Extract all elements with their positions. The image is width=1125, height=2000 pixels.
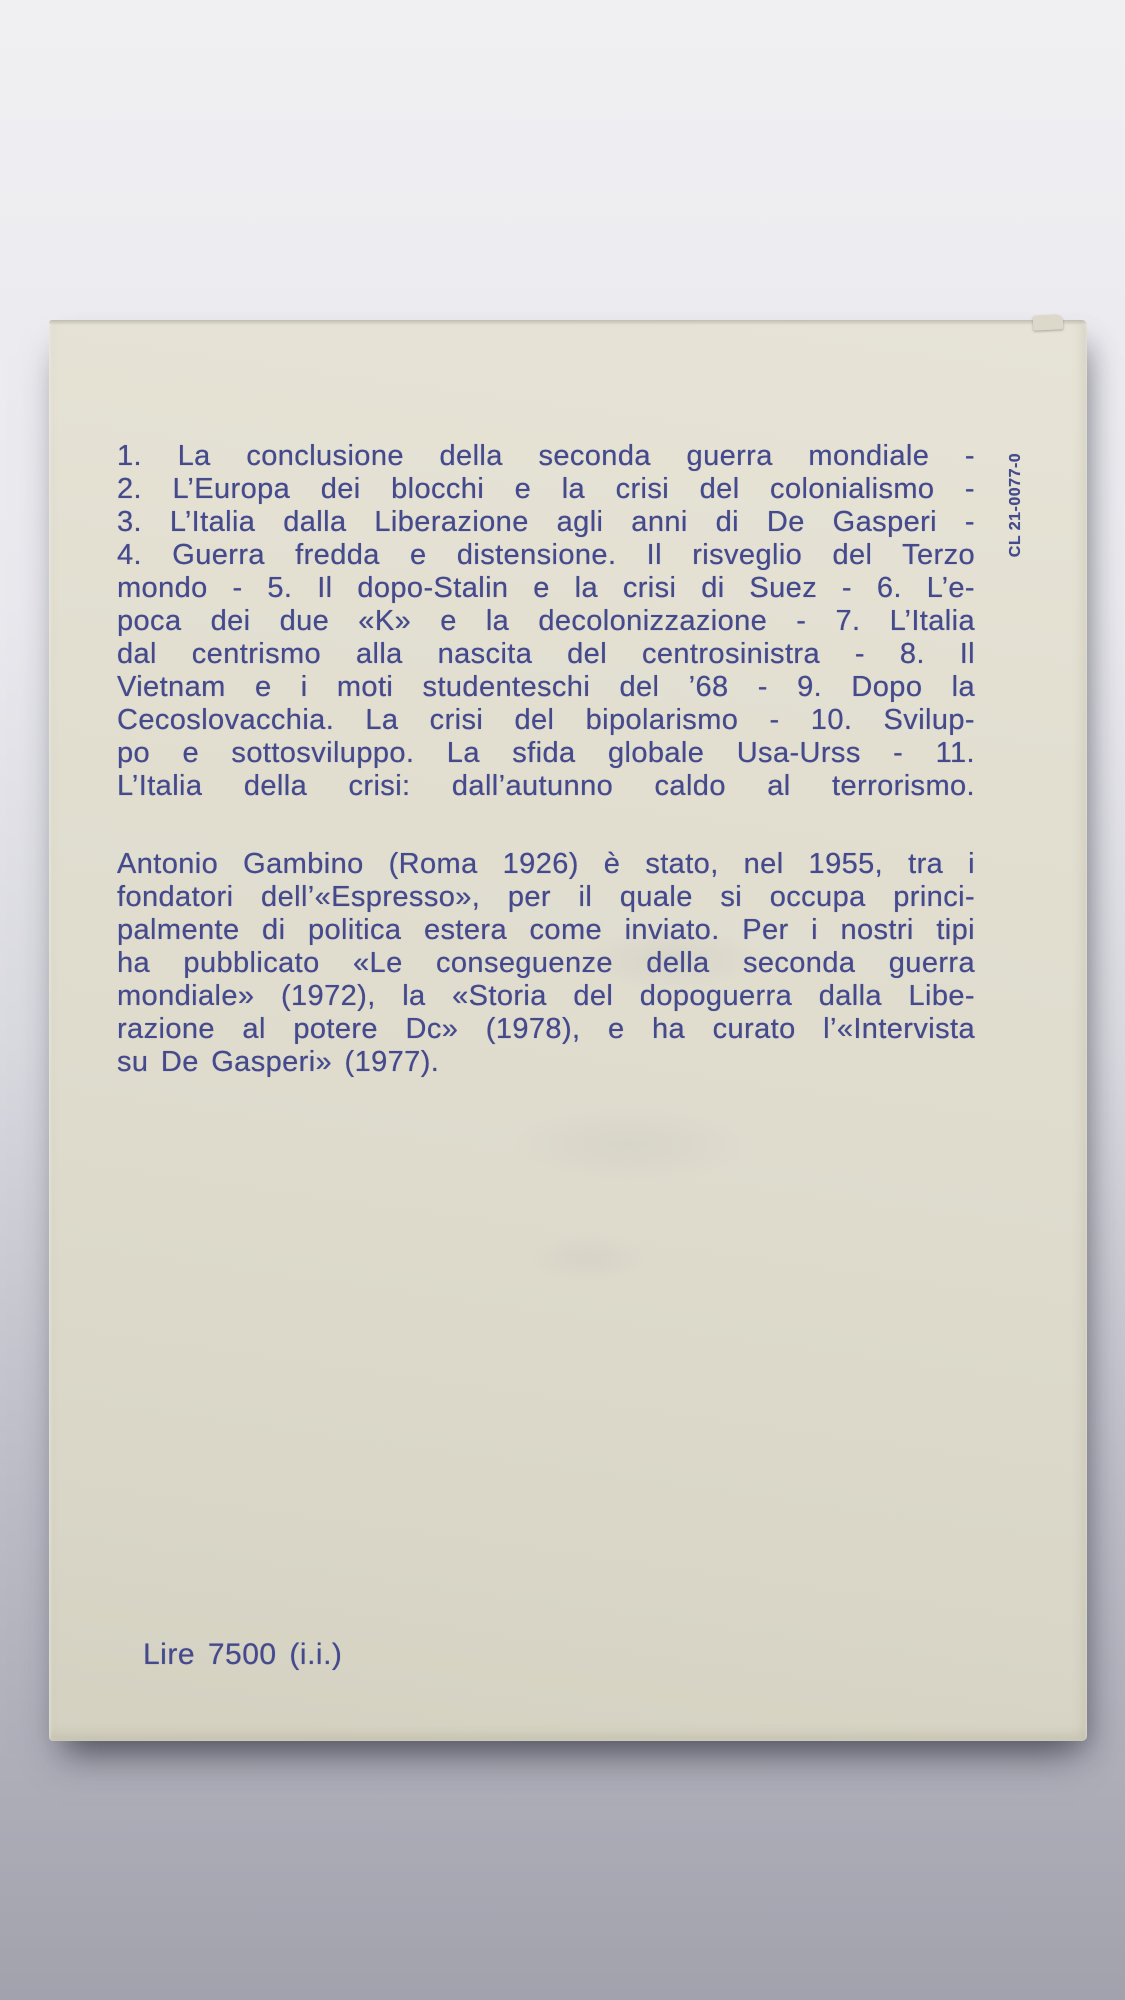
bio-line: Antonio Gambino (Roma 1926) è stato, nel 1955, tra i xyxy=(117,848,975,880)
toc-line: dal centrismo alla nascita del centrosinistra - 8. Il xyxy=(117,638,975,670)
toc-line: 3. L’Italia dalla Liberazione agli anni di De Gasperi - xyxy=(117,506,975,538)
toc-line: poca dei due «K» e la decolonizzazione - 7. L’Italia xyxy=(117,605,975,637)
catalog-code: CL 21-0077-0 xyxy=(1007,452,1024,558)
bio-line: palmente di politica estera come inviato. Per i nostri tipi xyxy=(117,914,975,946)
torn-corner-detail xyxy=(1033,314,1064,331)
author-bio-paragraph xyxy=(117,848,975,1079)
bio-line: fondatori dell’«Espresso», per il quale si occupa princi- xyxy=(117,881,975,913)
toc-line: 1. La conclusione della seconda guerra mondiale - xyxy=(117,440,975,472)
price-label: Lire 7500 (i.i.) xyxy=(143,1638,343,1671)
bio-line: mondiale» (1972), la «Storia del dopoguerra dalla Libe- xyxy=(117,980,975,1012)
bio-line: razione al potere Dc» (1978), e ha curato l’«Intervista xyxy=(117,1013,975,1045)
toc-line: 2. L’Europa dei blocchi e la crisi del colonialismo - xyxy=(117,473,975,505)
toc-line: Vietnam e i moti studenteschi del ’68 - 9. Dopo la xyxy=(117,671,975,703)
bio-line: ha pubblicato «Le conseguenze della seconda guerra xyxy=(117,947,975,979)
toc-line: L’Italia della crisi: dall’autunno caldo al terrorismo. xyxy=(117,770,975,802)
toc-line: Cecoslovacchia. La crisi del bipolarismo - 10. Svilup- xyxy=(117,704,975,736)
toc-line: 4. Guerra fredda e distensione. Il risveglio del Terzo xyxy=(117,539,975,571)
toc-line: po e sottosviluppo. La sfida globale Usa-Urss - 11. xyxy=(117,737,975,769)
toc-paragraph xyxy=(117,440,975,803)
toc-line: mondo - 5. Il dopo-Stalin e la crisi di Suez - 6. L’e- xyxy=(117,572,975,604)
bio-line: su De Gasperi» (1977). xyxy=(117,1046,440,1078)
book-back-cover xyxy=(49,320,1087,1741)
